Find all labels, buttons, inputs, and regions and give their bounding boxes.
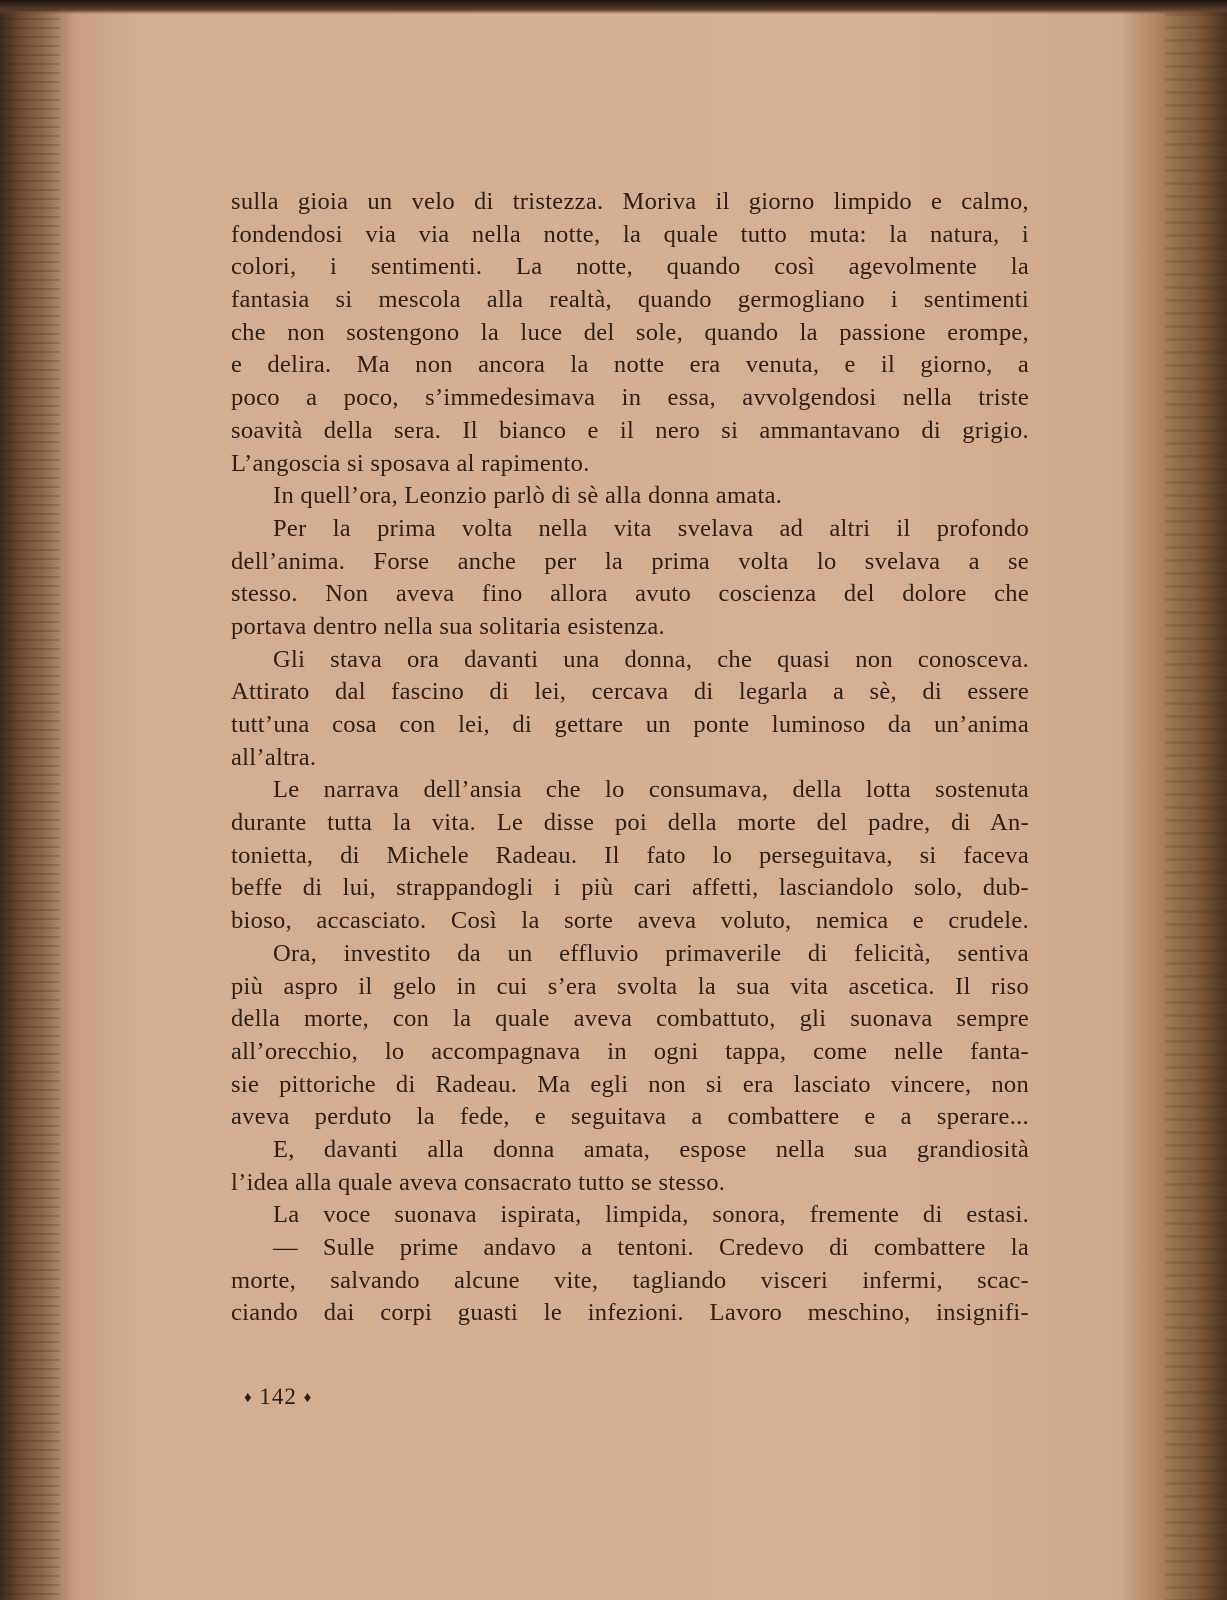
text-line: fantasia si mescola alla realtà, quando germogliano i sentimenti (231, 286, 1029, 314)
text-line: sulla gioia un velo di tristezza. Moriva il giorno limpido e calmo, (231, 188, 1029, 215)
text-line: tonietta, di Michele Radeau. Il fato lo perseguitava, si faceva (231, 841, 1029, 869)
text-line: l’idea alla quale aveva consacrato tutto se stesso. (231, 1168, 726, 1196)
text-line: fondendosi via via nella notte, la quale tutto muta: la natura, i (231, 220, 1029, 248)
text-line: Ora, investito da un effluvio primaverile di felicità, sentiva (273, 939, 1029, 967)
text-line: soavità della sera. Il bianco e il nero si ammantavano di grigio. (231, 416, 1029, 444)
text-line: portava dentro nella sua solitaria esistenza. (231, 612, 665, 640)
text-line: durante tutta la vita. Le disse poi della morte del padre, di An- (231, 809, 1029, 837)
diamond-ornament-icon: ♦ (303, 1390, 313, 1406)
text-line: della morte, con la quale aveva combattuto, gli suonava sempre (231, 1005, 1029, 1033)
text-line: all’altra. (231, 743, 317, 771)
text-line: Gli stava ora davanti una donna, che quasi non conosceva. (273, 645, 1029, 673)
text-line: più aspro il gelo in cui s’era svolta la sua vita ascetica. Il riso (231, 972, 1029, 1000)
text-line: L’angoscia si sposava al rapimento. (231, 449, 590, 477)
text-line: Per la prima volta nella vita svelava ad altri il profondo (273, 514, 1029, 542)
page-left-edge (0, 0, 60, 1600)
text-line: morte, salvando alcune vite, tagliando visceri infermi, scac- (231, 1266, 1029, 1294)
page-number-value: 142 (259, 1384, 297, 1409)
page-number (244, 1384, 312, 1410)
text-line: In quell’ora, Leonzio parlò di sè alla donna amata. (273, 482, 783, 510)
text-line: stesso. Non aveva fino allora avuto coscienza del dolore che (231, 580, 1029, 608)
page-body-text (231, 186, 1029, 1330)
text-line: colori, i sentimenti. La notte, quando così agevolmente la (231, 253, 1029, 281)
text-line: bioso, accasciato. Così la sorte aveva voluto, nemica e crudele. (231, 907, 1029, 935)
text-line: all’orecchio, lo accompagnava in ogni tappa, come nelle fanta- (231, 1037, 1029, 1065)
text-line: Le narrava dell’ansia che lo consumava, della lotta sostenuta (273, 776, 1029, 804)
text-line: che non sostengono la luce del sole, quando la passione erompe, (231, 318, 1029, 346)
text-line: beffe di lui, strappandogli i più cari affetti, lasciandolo solo, dub- (231, 874, 1029, 902)
text-line: ciando dai corpi guasti le infezioni. Lavoro meschino, insignifi- (231, 1299, 1029, 1327)
text-line: dell’anima. Forse anche per la prima volta lo svelava a se (231, 547, 1029, 575)
page-right-edge (1165, 0, 1227, 1600)
text-line: — Sulle prime andavo a tentoni. Credevo di combattere la (273, 1234, 1029, 1261)
text-line: tutt’una cosa con lei, di gettare un ponte luminoso da un’anima (231, 711, 1029, 738)
text-line: La voce suonava ispirata, limpida, sonora, fremente di estasi. (273, 1201, 1029, 1229)
text-line: aveva perduto la fede, e seguitava a combattere e a sperare... (231, 1103, 1029, 1131)
page-top-edge (0, 0, 1227, 14)
text-line: sie pittoriche di Radeau. Ma egli non si era lasciato vincere, non (231, 1070, 1029, 1098)
text-line: e delira. Ma non ancora la notte era venuta, e il giorno, a (231, 351, 1029, 379)
text-line: poco a poco, s’immedesimava in essa, avvolgendosi nella triste (231, 384, 1029, 412)
diamond-ornament-icon: ♦ (244, 1390, 253, 1406)
text-line: E, davanti alla donna amata, espose nella sua grandiosità (273, 1135, 1029, 1163)
text-line: Attirato dal fascino di lei, cercava di legarla a sè, di essere (231, 678, 1029, 706)
